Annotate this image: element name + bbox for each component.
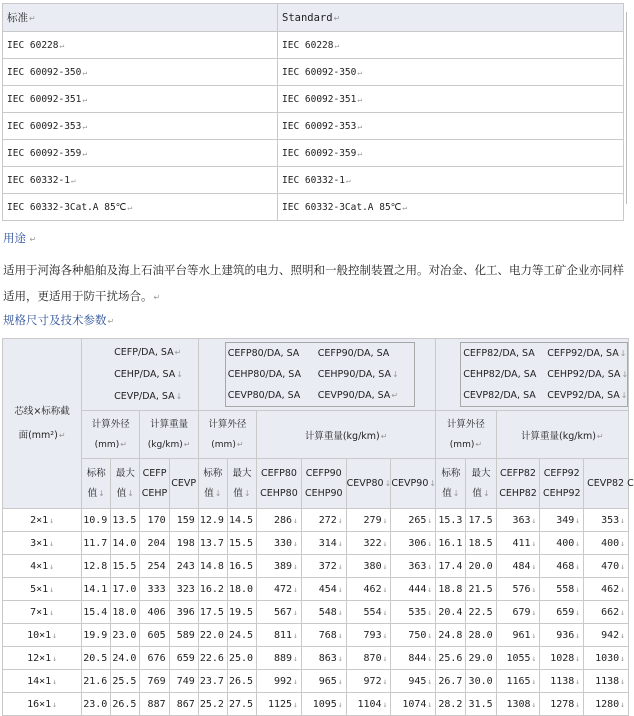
row-label-cell: 4×1↓ xyxy=(3,555,82,578)
value-cell: 870↓ xyxy=(346,647,391,670)
row-label-cell: 10×1↓ xyxy=(3,624,82,647)
value-cell: 589 xyxy=(169,624,198,647)
weight-subheader: CEVP82 C xyxy=(584,459,629,509)
value-cell: 462↓ xyxy=(346,578,391,601)
value-cell: 15.4 xyxy=(82,601,111,624)
value-cell: 936↓ xyxy=(540,624,584,647)
value-cell: 535↓ xyxy=(391,601,436,624)
standards-row xyxy=(3,194,624,221)
table-row xyxy=(3,693,629,716)
value-cell: 768↓ xyxy=(301,624,346,647)
table-row xyxy=(3,601,629,624)
calc-od-header: 计算外径 (mm)↵ xyxy=(82,411,140,459)
max-header: 最大 值↓ xyxy=(227,459,256,509)
value-cell: 1028↓ xyxy=(540,647,584,670)
value-cell: 314↓ xyxy=(301,532,346,555)
value-cell: 10.9 xyxy=(82,509,111,532)
weight-subheader: CEVP90↓ xyxy=(391,459,436,509)
value-cell: 444↓ xyxy=(391,578,436,601)
value-cell: 19.5 xyxy=(227,601,256,624)
value-cell: 26.7 xyxy=(436,670,466,693)
table-row xyxy=(3,578,629,601)
value-cell: 363↓ xyxy=(391,555,436,578)
value-cell: 863↓ xyxy=(301,647,346,670)
row-label-cell: 12×1↓ xyxy=(3,647,82,670)
value-cell: 454↓ xyxy=(301,578,346,601)
nominal-header: 标称 值↓ xyxy=(198,459,227,509)
value-cell: 254 xyxy=(140,555,169,578)
value-cell: 380↓ xyxy=(346,555,391,578)
calc-weight-header: 计算重量(kg/km)↵ xyxy=(496,411,628,459)
standards-header-cell: Standard↵ xyxy=(278,4,624,32)
usage-heading: 用途 ↵ xyxy=(3,231,37,245)
value-cell: 26.5 xyxy=(227,670,256,693)
standard-en-cell: IEC 60228↵ xyxy=(278,32,624,59)
value-cell: 14.1 xyxy=(82,578,111,601)
value-cell: 659↓ xyxy=(540,601,584,624)
value-cell: 21.6 xyxy=(82,670,111,693)
value-cell: 17.5 xyxy=(466,509,496,532)
value-cell: 605 xyxy=(140,624,169,647)
value-cell: 1308↓ xyxy=(496,693,540,716)
weight-subheader: CEFP92 CEHP92 xyxy=(540,459,584,509)
weight-subheader: CEFP80 CEHP80 xyxy=(257,459,302,509)
weight-subheader: CEVP xyxy=(169,459,198,509)
value-cell: 972↓ xyxy=(346,670,391,693)
value-cell: 1074↓ xyxy=(391,693,436,716)
value-cell: 942↓ xyxy=(584,624,629,647)
value-cell: 306↓ xyxy=(391,532,436,555)
value-cell: 558↓ xyxy=(540,578,584,601)
value-cell: 330↓ xyxy=(257,532,302,555)
value-cell: 18.0 xyxy=(111,601,140,624)
calc-weight-header: 计算重量(kg/km)↵ xyxy=(257,411,436,459)
value-cell: 170 xyxy=(140,509,169,532)
value-cell: 389↓ xyxy=(257,555,302,578)
spec-subheader-row xyxy=(3,459,629,509)
value-cell: 470↓ xyxy=(584,555,629,578)
value-cell: 20.4 xyxy=(436,601,466,624)
table-row xyxy=(3,509,629,532)
value-cell: 1280↓ xyxy=(584,693,629,716)
standard-cn-cell: IEC 60332-3Cat.A 85℃↵ xyxy=(3,194,278,221)
standards-row xyxy=(3,140,624,167)
standard-en-cell: IEC 60092-350↵ xyxy=(278,59,624,86)
standard-en-cell: IEC 60092-351↵ xyxy=(278,86,624,113)
nominal-header: 标称 值↓ xyxy=(82,459,111,509)
value-cell: 198 xyxy=(169,532,198,555)
value-cell: 662↓ xyxy=(584,601,629,624)
table-row xyxy=(3,555,629,578)
standard-cn-cell: IEC 60228↵ xyxy=(3,32,278,59)
value-cell: 811↓ xyxy=(257,624,302,647)
value-cell: 22.6 xyxy=(198,647,227,670)
value-cell: 400↓ xyxy=(584,532,629,555)
value-cell: 965↓ xyxy=(301,670,346,693)
value-cell: 961↓ xyxy=(496,624,540,647)
value-cell: 363↓ xyxy=(496,509,540,532)
value-cell: 1095↓ xyxy=(301,693,346,716)
value-cell: 411↓ xyxy=(496,532,540,555)
value-cell: 945↓ xyxy=(391,670,436,693)
value-cell: 27.5 xyxy=(227,693,256,716)
standard-en-cell: IEC 60092-353↵ xyxy=(278,113,624,140)
value-cell: 24.8 xyxy=(436,624,466,647)
value-cell: 576↓ xyxy=(496,578,540,601)
table-row xyxy=(3,532,629,555)
value-cell: 1138↓ xyxy=(584,670,629,693)
value-cell: 23.7 xyxy=(198,670,227,693)
value-cell: 11.7 xyxy=(82,532,111,555)
value-cell: 679↓ xyxy=(496,601,540,624)
value-cell: 30.0 xyxy=(466,670,496,693)
standard-cn-cell: IEC 60092-353↵ xyxy=(3,113,278,140)
standard-cn-cell: IEC 60092-351↵ xyxy=(3,86,278,113)
value-cell: 406 xyxy=(140,601,169,624)
standard-en-cell: IEC 60332-1↵ xyxy=(278,167,624,194)
value-cell: 159 xyxy=(169,509,198,532)
value-cell: 322↓ xyxy=(346,532,391,555)
value-cell: 462↓ xyxy=(584,578,629,601)
specs-heading: 规格尺寸及技术参数↵ xyxy=(3,313,115,327)
calc-weight-header: 计算重量 (kg/km)↵ xyxy=(140,411,198,459)
standards-row xyxy=(3,86,624,113)
standards-row xyxy=(3,32,624,59)
value-cell: 14.8 xyxy=(198,555,227,578)
spec-calc-row xyxy=(3,411,629,459)
table-row xyxy=(3,624,629,647)
value-cell: 1165↓ xyxy=(496,670,540,693)
value-cell: 25.5 xyxy=(111,670,140,693)
spec-body xyxy=(3,509,629,716)
value-cell: 676 xyxy=(140,647,169,670)
value-cell: 13.7 xyxy=(198,532,227,555)
row-label-cell: 3×1↓ xyxy=(3,532,82,555)
weight-subheader: CEFP CEHP xyxy=(140,459,169,509)
value-cell: 19.9 xyxy=(82,624,111,647)
value-cell: 28.2 xyxy=(436,693,466,716)
group1-models-cell: CEFP/DA, SA↵ CEHP/DA, SA↓ CEVP/DA, SA↓ xyxy=(82,339,199,411)
value-cell: 265↓ xyxy=(391,509,436,532)
value-cell: 1104↓ xyxy=(346,693,391,716)
value-cell: 26.5 xyxy=(111,693,140,716)
value-cell: 31.5 xyxy=(466,693,496,716)
value-cell: 844↓ xyxy=(391,647,436,670)
value-cell: 1125↓ xyxy=(257,693,302,716)
value-cell: 14.5 xyxy=(227,509,256,532)
standards-row xyxy=(3,59,624,86)
max-header: 最大 值↓ xyxy=(111,459,140,509)
value-cell: 21.5 xyxy=(466,578,496,601)
value-cell: 12.8 xyxy=(82,555,111,578)
value-cell: 12.9 xyxy=(198,509,227,532)
weight-subheader: CEFP82 CEHP82 xyxy=(496,459,540,509)
value-cell: 15.5 xyxy=(111,555,140,578)
value-cell: 16.5 xyxy=(227,555,256,578)
row-label-cell: 7×1↓ xyxy=(3,601,82,624)
value-cell: 15.3 xyxy=(436,509,466,532)
value-cell: 18.8 xyxy=(436,578,466,601)
value-cell: 272↓ xyxy=(301,509,346,532)
value-cell: 13.5 xyxy=(111,509,140,532)
standard-en-cell: IEC 60332-3Cat.A 85℃↵ xyxy=(278,194,624,221)
standards-table xyxy=(2,3,624,221)
group3-models-cell: CEFP82/DA, SA CEFP92/DA, SA↓ CEHP82/DA, SA CEHP92/DA, SA↓ CEVP82/DA, SA CEVP92/DA, SA↓ xyxy=(436,339,629,411)
value-cell: 749 xyxy=(169,670,198,693)
value-cell: 286↓ xyxy=(257,509,302,532)
value-cell: 353↓ xyxy=(584,509,629,532)
value-cell: 17.4 xyxy=(436,555,466,578)
page-edge-line xyxy=(626,12,627,204)
value-cell: 400↓ xyxy=(540,532,584,555)
value-cell: 349↓ xyxy=(540,509,584,532)
value-cell: 769 xyxy=(140,670,169,693)
standard-en-cell: IEC 60092-359↵ xyxy=(278,140,624,167)
value-cell: 23.0 xyxy=(111,624,140,647)
table-row xyxy=(3,647,629,670)
table-row xyxy=(3,670,629,693)
spec-models-row xyxy=(3,339,629,411)
value-cell: 204 xyxy=(140,532,169,555)
value-cell: 20.0 xyxy=(466,555,496,578)
value-cell: 15.5 xyxy=(227,532,256,555)
value-cell: 484↓ xyxy=(496,555,540,578)
value-cell: 17.5 xyxy=(198,601,227,624)
value-cell: 548↓ xyxy=(301,601,346,624)
value-cell: 25.0 xyxy=(227,647,256,670)
calc-od-header: 计算外径 (mm)↵ xyxy=(198,411,256,459)
row-label-cell: 2×1↓ xyxy=(3,509,82,532)
nominal-header: 标称 值↓ xyxy=(436,459,466,509)
row-label-cell: 16×1↓ xyxy=(3,693,82,716)
value-cell: 14.0 xyxy=(111,532,140,555)
value-cell: 567↓ xyxy=(257,601,302,624)
value-cell: 333 xyxy=(140,578,169,601)
value-cell: 750↓ xyxy=(391,624,436,647)
value-cell: 28.0 xyxy=(466,624,496,647)
value-cell: 22.5 xyxy=(466,601,496,624)
standards-row xyxy=(3,167,624,194)
usage-paragraph: 适用于河海各种船舶及海上石油平台等水上建筑的电力、照明和一般控制装置之用。对冶金、化工、电力等工矿企业亦同样适用，更适用于防干扰场合。↵ xyxy=(3,263,624,303)
value-cell: 25.2 xyxy=(198,693,227,716)
weight-subheader: CEFP90 CEHP90 xyxy=(301,459,346,509)
value-cell: 25.6 xyxy=(436,647,466,670)
value-cell: 323 xyxy=(169,578,198,601)
value-cell: 554↓ xyxy=(346,601,391,624)
value-cell: 16.1 xyxy=(436,532,466,555)
calc-od-header: 计算外径 (mm)↵ xyxy=(436,411,496,459)
value-cell: 468↓ xyxy=(540,555,584,578)
value-cell: 16.2 xyxy=(198,578,227,601)
spec-table xyxy=(2,338,634,716)
value-cell: 992↓ xyxy=(257,670,302,693)
value-cell: 659 xyxy=(169,647,198,670)
standards-header-cell: 标准↵ xyxy=(3,4,278,32)
row-label-cell: 5×1↓ xyxy=(3,578,82,601)
value-cell: 17.0 xyxy=(111,578,140,601)
value-cell: 472↓ xyxy=(257,578,302,601)
value-cell: 24.0 xyxy=(111,647,140,670)
value-cell: 29.0 xyxy=(466,647,496,670)
standard-cn-cell: IEC 60092-350↵ xyxy=(3,59,278,86)
value-cell: 18.5 xyxy=(466,532,496,555)
value-cell: 372↓ xyxy=(301,555,346,578)
value-cell: 243 xyxy=(169,555,198,578)
value-cell: 889↓ xyxy=(257,647,302,670)
standards-header-row xyxy=(3,4,624,32)
row-label-cell: 14×1↓ xyxy=(3,670,82,693)
value-cell: 1030↓ xyxy=(584,647,629,670)
standard-cn-cell: IEC 60332-1↵ xyxy=(3,167,278,194)
value-cell: 22.0 xyxy=(198,624,227,647)
value-cell: 1055↓ xyxy=(496,647,540,670)
value-cell: 1278↓ xyxy=(540,693,584,716)
max-header: 最大 值↓ xyxy=(466,459,496,509)
value-cell: 1138↓ xyxy=(540,670,584,693)
row-header-cell: 芯线×标称截 面(mm²)↵ xyxy=(3,339,82,509)
group2-models-cell: CEFP80/DA, SA CEFP90/DA, SA CEHP80/DA, SA CEHP90/DA, SA↓ CEVP80/DA, SA CEVP90/DA, SA↵ xyxy=(198,339,435,411)
value-cell: 887 xyxy=(140,693,169,716)
value-cell: 793↓ xyxy=(346,624,391,647)
value-cell: 279↓ xyxy=(346,509,391,532)
value-cell: 20.5 xyxy=(82,647,111,670)
standards-row xyxy=(3,113,624,140)
value-cell: 23.0 xyxy=(82,693,111,716)
value-cell: 18.0 xyxy=(227,578,256,601)
weight-subheader: CEVP80↓ xyxy=(346,459,391,509)
value-cell: 867 xyxy=(169,693,198,716)
value-cell: 396 xyxy=(169,601,198,624)
value-cell: 24.5 xyxy=(227,624,256,647)
standard-cn-cell: IEC 60092-359↵ xyxy=(3,140,278,167)
